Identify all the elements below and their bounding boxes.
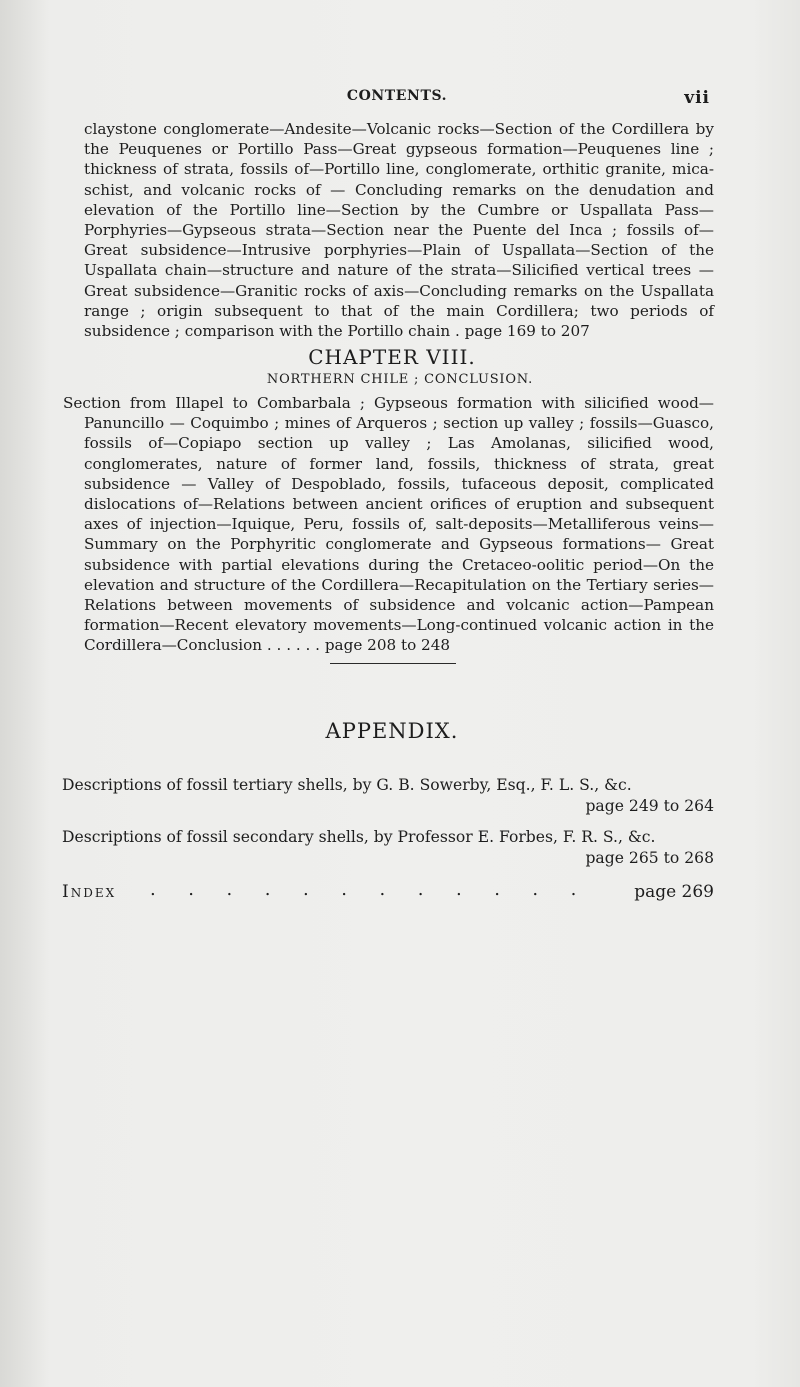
appendix-entry bbox=[62, 827, 714, 869]
appendix-entry-pages: page 249 to 264 bbox=[585, 797, 714, 815]
appendix-entry bbox=[62, 775, 714, 817]
index-entry bbox=[62, 879, 714, 906]
index-label: Index bbox=[62, 882, 117, 902]
chapter-viii-summary bbox=[63, 393, 714, 656]
chapter-heading: CHAPTER VIII. bbox=[308, 345, 476, 369]
chapter-viii-page-range: . . . . . . page 208 to 248 bbox=[266, 636, 451, 655]
appendix-entry-pages: page 265 to 268 bbox=[585, 849, 714, 867]
index-dot-leader: . . . . . . . . . . . . bbox=[150, 879, 590, 900]
chapter-viii-summary-text: Section from Illapel to Combarbala ; Gypseous formation with silicified wood—Panuncillo — Coquimbo ; mines of Arqueros ; section up valley ; fossils—Guasco, fossils of—Copiapo section up valley ; Las Amolanas, silicified wood, conglomerates, nature of former land, fossils, thickness of strata, great subsidence — Valley of Despoblado, fossils, tufaceous deposit, complicated dislocations of—Relations between ancient orifices of eruption and subsequent axes of injection—Iquique, Peru, fossils of, salt-deposits—Metalliferous veins—Summary on the Porphyritic conglomerate and Gypseous formations— Great subsidence with partial elevations during the Cretaceo-oolitic period—On the elevation and structure of the Cordillera—Recapitulation on the Tertiary series—Relations between movements of subsidence and volcanic action—Pampean formation—Recent elevatory movements—Long-continued volcanic action in the Cordillera—Conclusion bbox=[63, 394, 714, 655]
appendix-entry-description: Descriptions of fossil tertiary shells, by G. B. Sowerby, Esq., F. L. S., &c. bbox=[62, 776, 632, 794]
running-title: CONTENTS. bbox=[346, 88, 448, 104]
appendix-heading: APPENDIX. bbox=[325, 719, 459, 743]
chapter-vii-continuation bbox=[84, 119, 714, 341]
index-pages: page 269 bbox=[634, 882, 714, 902]
chapter-vii-page-range: . page 169 to 207 bbox=[454, 322, 590, 341]
page-edge-shading bbox=[0, 0, 50, 1387]
running-head bbox=[84, 88, 710, 110]
appendix-entry-description: Descriptions of fossil secondary shells, by Professor E. Forbes, F. R. S., &c. bbox=[62, 828, 656, 846]
page-number: vii bbox=[684, 88, 710, 108]
section-divider bbox=[330, 663, 456, 664]
chapter-vii-summary-text: claystone conglomerate—Andesite—Volcanic rocks—Section of the Cordillera by the Peuquenes or Portillo Pass—Great gypseous formation—Peuquenes line ; thickness of strata, fossils of—Portillo line, conglomerate, orthitic granite, mica-schist, and volcanic rocks of — Concluding remarks on the denudation and elevation of the Portillo line—Section by the Cumbre or Uspallata Pass—Porphyries—Gypseous strata—Section near the Puente del Inca ; fossils of—Great subsidence—Intrusive porphyries—Plain of Uspallata—Section of the Uspallata chain—structure and nature of the strata—Silicified vertical trees —Great subsidence—Granitic rocks of axis—Concluding remarks on the Uspallata range ; origin subsequent to that of the main Cordillera; two periods of subsidence ; comparison with the Portillo chain bbox=[84, 120, 714, 341]
chapter-subtitle: NORTHERN CHILE ; CONCLUSION. bbox=[266, 372, 534, 387]
